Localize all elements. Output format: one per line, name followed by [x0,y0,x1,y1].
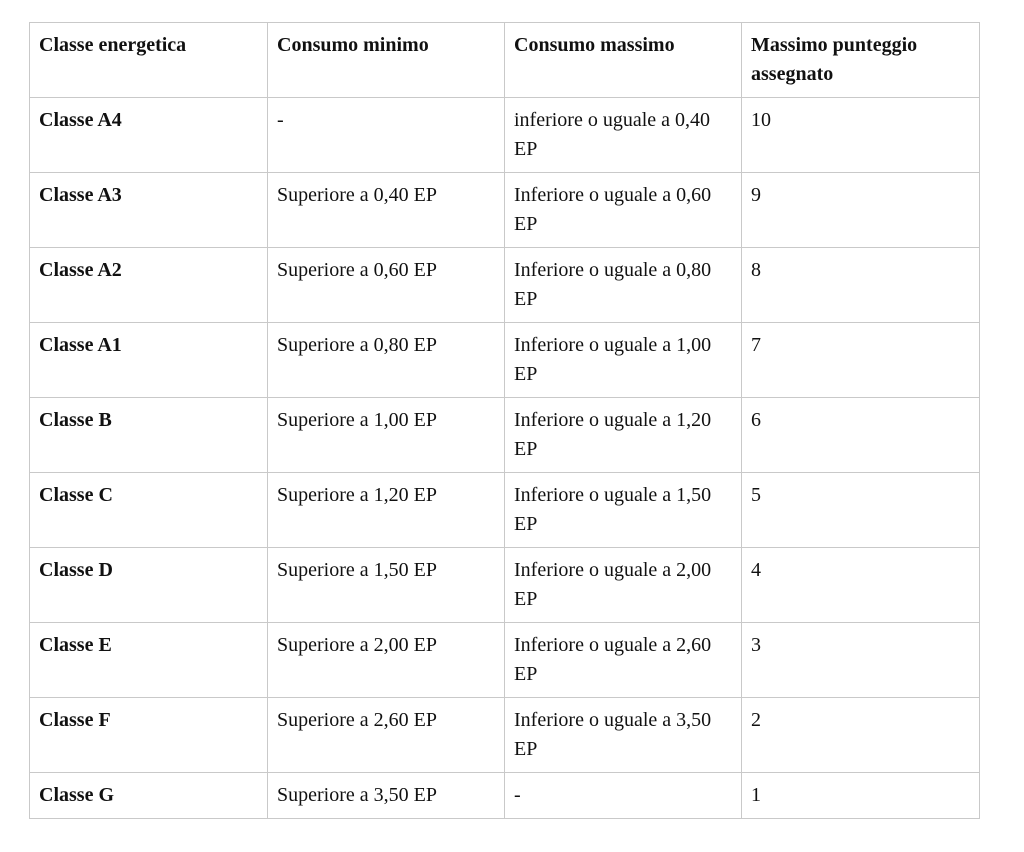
cell-max-score: 6 [742,398,980,473]
header-max-score: Massimo punteggio assegnato [742,23,980,98]
cell-energy-class: Classe C [30,473,268,548]
cell-max-consumption: Inferiore o uguale a 0,80 EP [505,248,742,323]
cell-min-consumption: Superiore a 2,00 EP [268,623,505,698]
cell-min-consumption: - [268,98,505,173]
cell-max-score: 5 [742,473,980,548]
cell-energy-class: Classe A2 [30,248,268,323]
table-row [30,773,980,819]
cell-max-consumption: Inferiore o uguale a 0,60 EP [505,173,742,248]
cell-max-consumption: Inferiore o uguale a 1,50 EP [505,473,742,548]
cell-max-score: 3 [742,623,980,698]
cell-min-consumption: Superiore a 1,50 EP [268,548,505,623]
cell-energy-class: Classe E [30,623,268,698]
header-energy-class: Classe energetica [30,23,268,98]
header-min-consumption: Consumo minimo [268,23,505,98]
cell-energy-class: Classe A3 [30,173,268,248]
header-max-consumption: Consumo massimo [505,23,742,98]
table-header-row [30,23,980,98]
energy-class-table [29,22,980,819]
cell-min-consumption: Superiore a 1,20 EP [268,473,505,548]
cell-min-consumption: Superiore a 0,40 EP [268,173,505,248]
cell-max-score: 7 [742,323,980,398]
cell-energy-class: Classe B [30,398,268,473]
cell-min-consumption: Superiore a 0,80 EP [268,323,505,398]
table-row [30,698,980,773]
cell-energy-class: Classe G [30,773,268,819]
cell-min-consumption: Superiore a 1,00 EP [268,398,505,473]
cell-max-score: 10 [742,98,980,173]
cell-energy-class: Classe A4 [30,98,268,173]
cell-max-consumption: Inferiore o uguale a 2,60 EP [505,623,742,698]
cell-max-consumption: Inferiore o uguale a 3,50 EP [505,698,742,773]
cell-max-score: 1 [742,773,980,819]
table-row [30,248,980,323]
cell-energy-class: Classe A1 [30,323,268,398]
cell-max-consumption: Inferiore o uguale a 2,00 EP [505,548,742,623]
cell-max-consumption: Inferiore o uguale a 1,20 EP [505,398,742,473]
cell-max-score: 2 [742,698,980,773]
cell-min-consumption: Superiore a 3,50 EP [268,773,505,819]
cell-min-consumption: Superiore a 0,60 EP [268,248,505,323]
table-row [30,623,980,698]
cell-max-score: 9 [742,173,980,248]
table-row [30,323,980,398]
cell-max-consumption: inferiore o uguale a 0,40 EP [505,98,742,173]
table-row [30,173,980,248]
cell-energy-class: Classe D [30,548,268,623]
cell-energy-class: Classe F [30,698,268,773]
table-row [30,398,980,473]
table-row [30,473,980,548]
cell-max-score: 4 [742,548,980,623]
cell-min-consumption: Superiore a 2,60 EP [268,698,505,773]
table-row [30,98,980,173]
table-row [30,548,980,623]
cell-max-consumption: Inferiore o uguale a 1,00 EP [505,323,742,398]
cell-max-score: 8 [742,248,980,323]
cell-max-consumption: - [505,773,742,819]
